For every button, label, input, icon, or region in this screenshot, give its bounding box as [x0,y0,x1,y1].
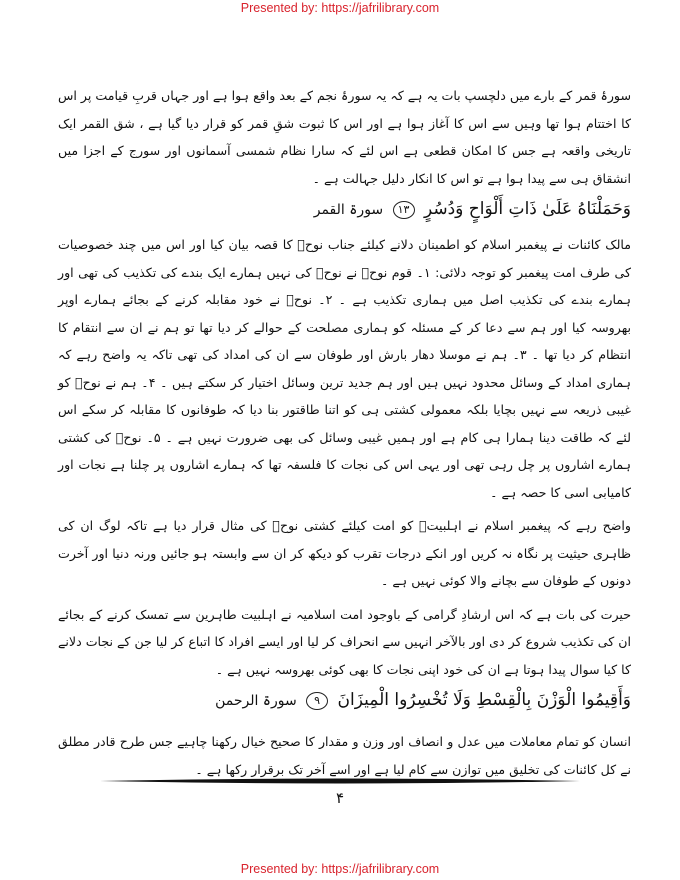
verse-number-marker: ١٣ [393,201,415,219]
footer-banner[interactable]: Presented by: https://jafrilibrary.com [240,862,440,876]
page-content [58,82,631,783]
surah-name: سورۃ الرحمن [215,693,297,709]
paragraph-surah-qamar-intro: سورۂ قمر کے بارے میں دلچسپ بات یہ ہے کہ یہ سورۂ نجم کے بعد واقع ہوا ہے اور جہاں قربِ قیامت پر اس کا اختتام ہوا تھا وہیں سے اس کا آغاز ہوا ہے اور اس کا ثبوت شقِ قمر کو قرار دیا گیا ہے ، شق القمر ایک تاریخی واقعہ ہے جس کا امکان قطعی ہے اس لئے کہ سارا نظام شمسی آسمانوں اور سورج کے اجزا میں انشقاق ہی سے پیدا ہوا ہے تو اس کا انکار دلیل جہالت ہے ۔ [58,88,631,186]
header-banner[interactable]: Presented by: https://jafrilibrary.com [240,1,440,15]
verse-text: وَأَقِيمُوا الْوَزْنَ بِالْقِسْطِ وَلَا تُخْسِرُوا الْمِيزَانَ [337,690,631,710]
verse-number-marker: ٩ [306,692,328,710]
paragraph-ahlulbayt-ark: واضح رہے کہ پیغمبر اسلام نے اہلبیتؑ کو امت کیلئے کشتی نوحؑ کی مثال قرار دیا ہے تاکہ لوگ ان کی ظاہری حیثیت پر نگاہ نہ کریں اور انکے درجات تقرب کو دیکھ کر ان سے وابستہ ہو جائیں ورنہ دنیا اور آخرت دونوں کے طوفان سے بچانے والا کوئی نہیں ہے ۔ [58,518,631,588]
footer-divider [100,776,580,786]
paragraph-ummah-deviation: حیرت کی بات ہے کہ اس ارشادِ گرامی کے باوجود امت اسلامیہ نے اہلبیت طاہرین سے تمسک کرنے کے بجائے ان کی تکذیب شروع کر دی اور بالآخر انہیں سے انحراف کر لیا اور ایسے افراد کا اتباع کر لیا جن کے نجات دلانے کا کیا سوال پیدا ہوتا ہے ان کی خود اپنی نجات کا بھی کوئی بھروسہ نہیں ہے ۔ [58,606,631,677]
paragraph-justice-balance: انسان کو تمام معاملات میں عدل و انصاف اور وزن و مقدار کا صحیح خیال رکھنا چاہیے جس طرح قادر مطلق نے کل کائنات کی تخلیق میں توازن سے کام لیا ہے اور اسے آخر تک برقرار رکھا ہے ۔ [58,734,631,777]
surah-name: سورۃ القمر [313,202,384,218]
quran-verse-rahman [58,685,631,716]
verse-text: وَحَمَلْنَاهُ عَلَىٰ ذَاتِ أَلْوَاحٍ وَدُسُرٍ [423,199,631,219]
quran-verse-qamar [58,194,631,225]
paragraph-nuh-story: مالک کائنات نے پیغمبر اسلام کو اطمینان دلانے کیلئے جناب نوحؑ کا قصہ بیان کیا اور اس میں چند خصوصیات کی طرف امت پیغمبر کو توجہ دلائی: ۱۔ قوم نوحؑ نے نوحؑ کی نہیں ہمارے ایک بندے کی تکذیب کی تھی اور ہمارے بندے کی تکذیب اصل میں ہماری تکذیب ہے ۔ ۲۔ نوحؑ نے خود مقابلہ کرنے کے بجائے ہمارے اوپر بھروسہ کیا اور ہم سے دعا کر کے مسئلہ کو ہماری مصلحت کے حوالے کر دیا تھا تو ہم نے ان سے انتقام کا انتظام کر دیا تھا ۔ ۳۔ ہم نے موسلا دھار بارش اور طوفان سے ان کی امداد کی تھی تاکہ یہ واضح رہے کہ ہماری امداد کے وسائل محدود نہیں ہیں اور ہم جدید ترین وسائل اختیار کر سکتے ہیں ۔ ۴۔ ہم نے نوحؑ کو غیبی ذریعہ سے نہیں بچایا بلکہ معمولی کشتی ہی کو اتنا طاقتور بنا دیا کہ طوفانوں کا مقابلہ کر سکے اس لئے کہ طاقت دینا ہمارا ہی کام ہے اور ہمیں غیبی وسائل کی بھی ضرورت نہیں ہے ۔ ۵۔ نوحؑ کی کشتی ہمارے اشاروں پر چل رہی تھی اور یہی اس کی نجات کا فلسفہ تھا کہ ہمارے اشاروں پر چلنا ہے نجات اور کامیابی اسی کا حصہ ہے ۔ [58,237,631,500]
page-number: ۴ [335,789,345,807]
